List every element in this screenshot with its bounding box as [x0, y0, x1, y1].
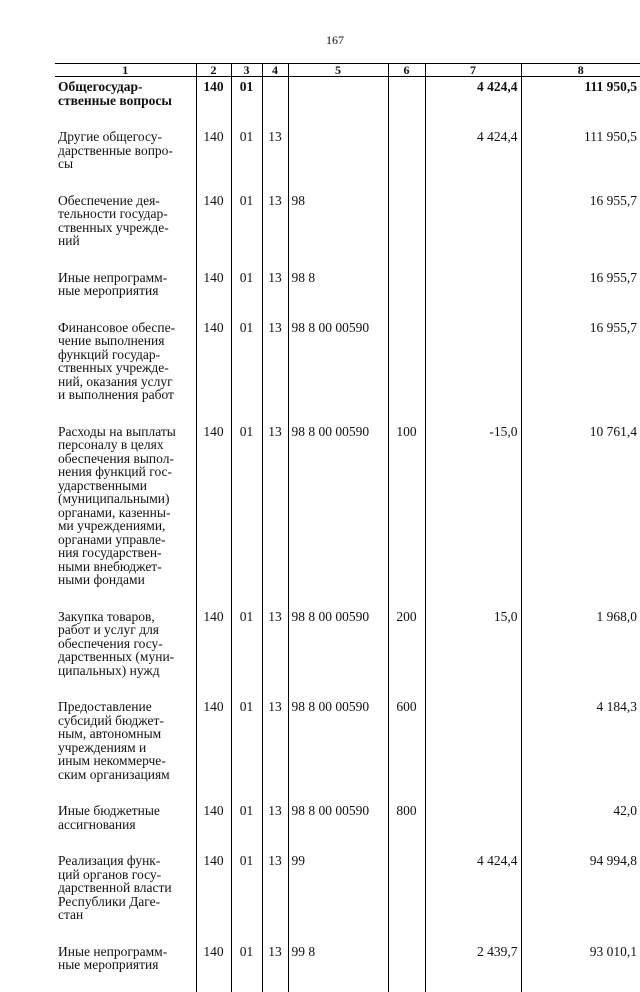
target-article-cell: 99 8 — [288, 942, 388, 992]
expense-type-cell — [388, 942, 425, 992]
section-code-cell: 01 — [231, 607, 262, 698]
change-amount-cell: -15,0 — [425, 422, 521, 607]
admin-code-cell: 140 — [196, 127, 231, 191]
change-amount-cell: 4 424,4 — [425, 77, 521, 128]
target-article-cell — [288, 77, 388, 128]
header-cell: 8 — [521, 64, 640, 77]
table-row — [55, 268, 640, 318]
row-name-cell: Расходы на выплаты персоналу в целях обеспечения выпол- нения функций гос- ударственными (муниципальными) органами, казенны- ми учреждениями, органами управле- ния государствен- ными внебюджет- ными фондами — [58, 423, 176, 587]
subsection-code-cell: 13 — [262, 268, 288, 318]
table-row — [55, 77, 640, 128]
row-name-cell: Общегосудар- ственные вопросы — [58, 79, 172, 108]
table-row — [55, 801, 640, 851]
total-amount-cell: 10 761,4 — [521, 422, 640, 607]
change-amount-cell — [425, 318, 521, 422]
section-code-cell: 01 — [231, 697, 262, 801]
total-amount-cell: 94 994,8 — [521, 851, 640, 942]
subsection-code-cell: 13 — [262, 607, 288, 698]
row-name-cell: Обеспечение дея- тельности государ- ственных учрежде- ний — [58, 192, 169, 248]
header-cell: 6 — [388, 64, 425, 77]
total-amount-cell: 16 955,7 — [521, 318, 640, 422]
table-row — [55, 127, 640, 191]
target-article-cell: 98 8 00 00590 — [288, 318, 388, 422]
subsection-code-cell: 13 — [262, 318, 288, 422]
section-code-cell: 01 — [231, 422, 262, 607]
table-row — [55, 851, 640, 942]
change-amount-cell: 4 424,4 — [425, 851, 521, 942]
row-name-cell: Иные непрограмм- ные мероприятия — [58, 943, 168, 972]
header-cell: 1 — [55, 64, 196, 77]
target-article-cell: 98 8 — [288, 268, 388, 318]
target-article-cell: 98 8 00 00590 — [288, 607, 388, 698]
expense-type-cell: 800 — [388, 801, 425, 851]
header-cell: 5 — [288, 64, 388, 77]
total-amount-cell: 16 955,7 — [521, 191, 640, 268]
change-amount-cell — [425, 801, 521, 851]
admin-code-cell: 140 — [196, 191, 231, 268]
row-name-cell: Реализация функ- ций органов госу- дарственной власти Республики Даге- стан — [58, 853, 172, 922]
change-amount-cell: 15,0 — [425, 607, 521, 698]
expense-type-cell — [388, 191, 425, 268]
target-article-cell: 98 8 00 00590 — [288, 697, 388, 801]
subsection-code-cell: 13 — [262, 942, 288, 992]
subsection-code-cell: 13 — [262, 422, 288, 607]
budget-table — [55, 63, 640, 992]
change-amount-cell: 4 424,4 — [425, 127, 521, 191]
expense-type-cell — [388, 268, 425, 318]
total-amount-cell: 42,0 — [521, 801, 640, 851]
subsection-code-cell: 13 — [262, 851, 288, 942]
expense-type-cell — [388, 318, 425, 422]
subsection-code-cell: 13 — [262, 127, 288, 191]
header-cell: 2 — [196, 64, 231, 77]
expense-type-cell — [388, 127, 425, 191]
admin-code-cell: 140 — [196, 268, 231, 318]
total-amount-cell: 4 184,3 — [521, 697, 640, 801]
target-article-cell: 99 — [288, 851, 388, 942]
section-code-cell: 01 — [231, 268, 262, 318]
expense-type-cell: 100 — [388, 422, 425, 607]
expense-type-cell — [388, 77, 425, 128]
expense-type-cell: 200 — [388, 607, 425, 698]
expense-type-cell — [388, 851, 425, 942]
section-code-cell: 01 — [231, 127, 262, 191]
header-cell: 4 — [262, 64, 288, 77]
expense-type-cell: 600 — [388, 697, 425, 801]
admin-code-cell: 140 — [196, 77, 231, 128]
row-name-cell: Предоставление субсидий бюджет- ным, автономным учреждениям и иным некоммерче- ским организациям — [58, 699, 170, 782]
page-number: 167 — [326, 33, 344, 47]
total-amount-cell: 1 968,0 — [521, 607, 640, 698]
target-article-cell: 98 — [288, 191, 388, 268]
row-name-cell: Финансовое обеспе- чение выполнения функций государ- ственных учрежде- ний, оказания услуг и выполнения работ — [58, 319, 176, 402]
admin-code-cell: 140 — [196, 607, 231, 698]
admin-code-cell: 140 — [196, 697, 231, 801]
target-article-cell: 98 8 00 00590 — [288, 422, 388, 607]
total-amount-cell: 111 950,5 — [521, 77, 640, 128]
row-name-cell: Иные бюджетные ассигнования — [58, 803, 160, 832]
admin-code-cell: 140 — [196, 318, 231, 422]
section-code-cell: 01 — [231, 318, 262, 422]
section-code-cell: 01 — [231, 801, 262, 851]
change-amount-cell — [425, 268, 521, 318]
subsection-code-cell: 13 — [262, 801, 288, 851]
change-amount-cell: 2 439,7 — [425, 942, 521, 992]
target-article-cell — [288, 127, 388, 191]
change-amount-cell — [425, 191, 521, 268]
admin-code-cell: 140 — [196, 851, 231, 942]
subsection-code-cell: 13 — [262, 191, 288, 268]
section-code-cell: 01 — [231, 942, 262, 992]
table-row — [55, 697, 640, 801]
row-name-cell: Закупка товаров, работ и услуг для обеспечения госу- дарственных (муни- ципальных) нужд — [58, 608, 175, 678]
subsection-code-cell: 13 — [262, 697, 288, 801]
total-amount-cell: 16 955,7 — [521, 268, 640, 318]
row-name-cell: Другие общегосу- дарственные вопро- сы — [58, 129, 173, 171]
table-row — [55, 607, 640, 698]
admin-code-cell: 140 — [196, 942, 231, 992]
table-row — [55, 942, 640, 992]
admin-code-cell: 140 — [196, 801, 231, 851]
table-row — [55, 318, 640, 422]
total-amount-cell: 93 010,1 — [521, 942, 640, 992]
section-code-cell: 01 — [231, 851, 262, 942]
admin-code-cell: 140 — [196, 422, 231, 607]
target-article-cell: 98 8 00 00590 — [288, 801, 388, 851]
table-row — [55, 191, 640, 268]
section-code-cell: 01 — [231, 191, 262, 268]
change-amount-cell — [425, 697, 521, 801]
header-row — [55, 64, 640, 77]
row-name-cell: Иные непрограмм- ные мероприятия — [58, 269, 168, 298]
header-cell: 3 — [231, 64, 262, 77]
subsection-code-cell — [262, 77, 288, 128]
section-code-cell: 01 — [231, 77, 262, 128]
total-amount-cell: 111 950,5 — [521, 127, 640, 191]
table-row — [55, 422, 640, 607]
header-cell: 7 — [425, 64, 521, 77]
